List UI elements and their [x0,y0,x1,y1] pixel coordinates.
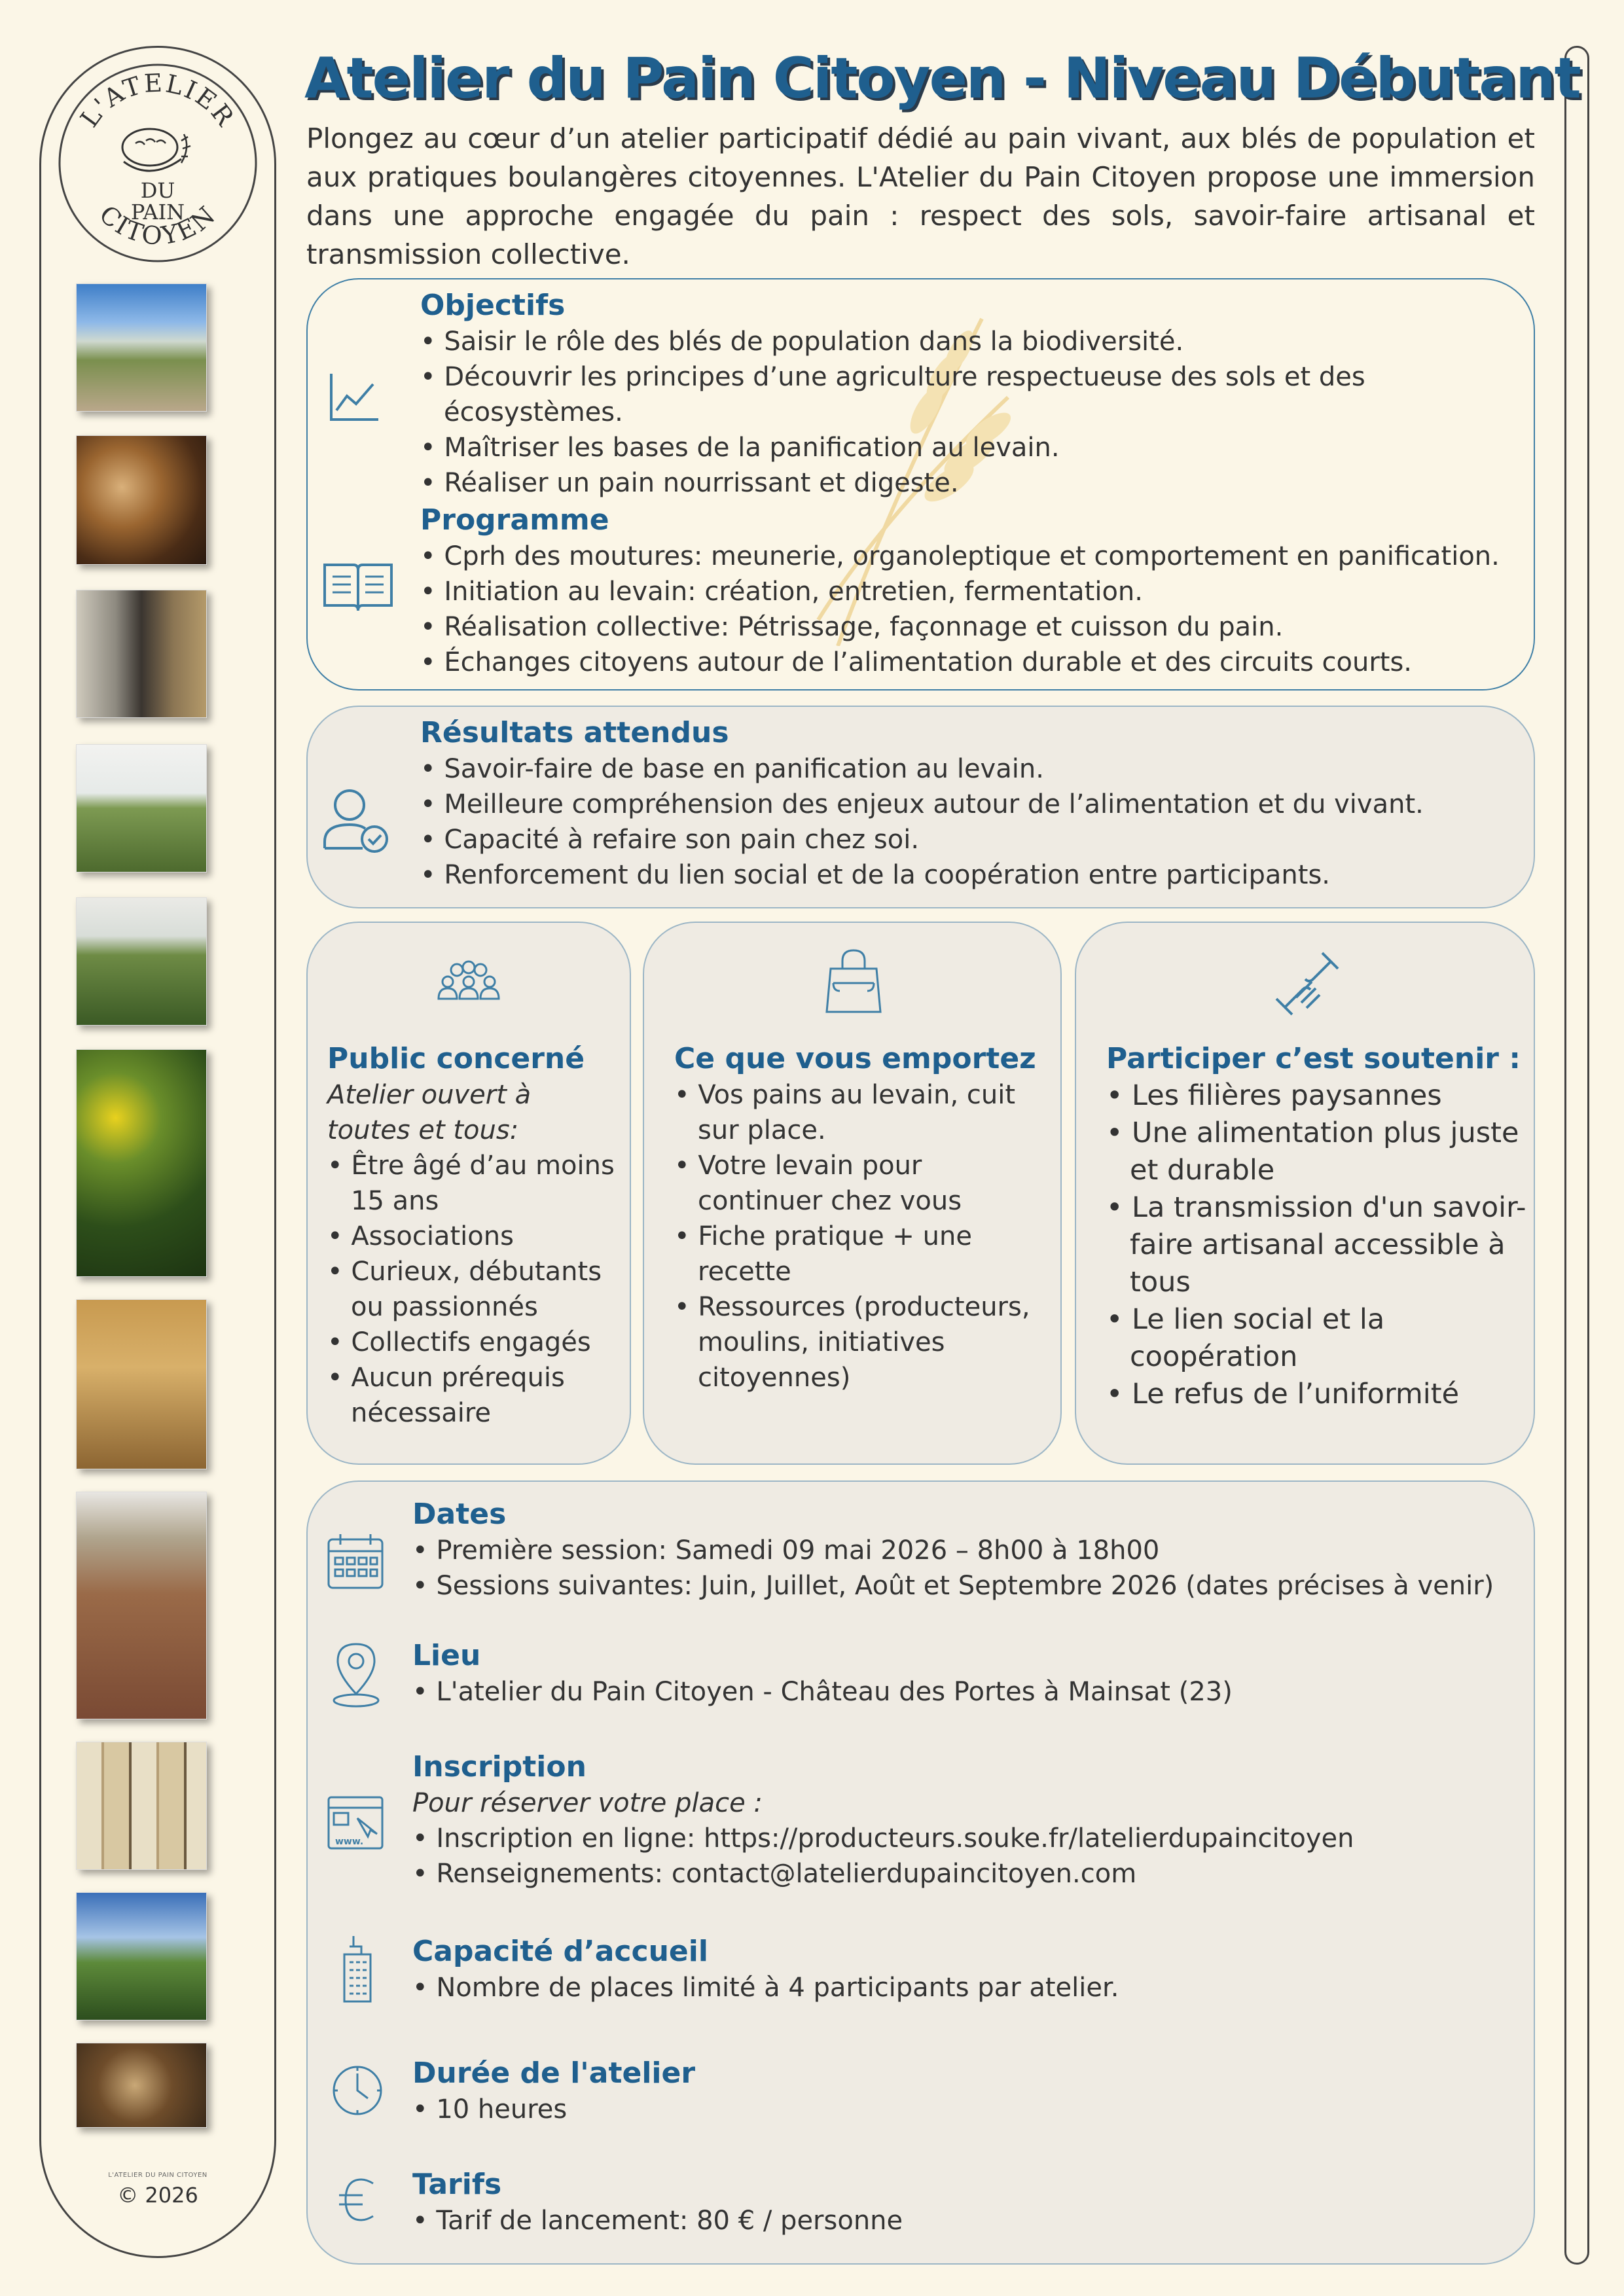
public-panel [306,922,631,1465]
dates-section [412,1496,1525,1604]
programme-section [420,502,1526,680]
tarifs-title: Tarifs [412,2168,502,2201]
photo-champ-2 [76,897,207,1026]
public-section [327,1041,622,1431]
list-item: • Aucun prérequis nécessaire [327,1360,622,1431]
lieu-title: Lieu [412,1639,481,1672]
public-list [327,1148,622,1431]
group-icon [437,960,500,1001]
list-item: • Une alimentation plus juste et durable [1106,1115,1532,1189]
photo-semis [76,1492,207,1719]
logo-top-text: L'ATELIER [75,68,241,133]
list-item: • Cprh des moutures: meunerie, organoleptique et comportement en panification. [420,539,1526,574]
list-item: • Maîtriser les bases de la panification au levain. [420,430,1526,465]
objectifs-title: Objectifs [420,289,566,322]
list-item: • Réalisation collective: Pétrissage, façonnage et cuisson du pain. [420,609,1526,645]
user-check-icon [322,785,390,853]
book-icon [322,560,394,613]
duree-section [412,2055,1525,2127]
list-item: • Capacité à refaire son pain chez soi. [420,822,1526,857]
logo [44,50,272,278]
intro-text: Plongez au cœur d’un atelier participatif dédié au pain vivant, aux blés de population et aux pratiques boulangères citoyennes. L'Atelier du Pain Citoyen propose une immersion dans une approche engagée du pain : respect des sols, savoir-faire artisanal et transmission collective. [306,122,1535,270]
list-item: • Renforcement du lien social et de la coopération entre participants. [420,857,1526,893]
photo-pains [76,435,207,565]
dates-title: Dates [412,1498,507,1531]
list-item: • Première session: Samedi 09 mai 2026 – 8h00 à 18h00 [412,1533,1525,1568]
public-subtitle: Atelier ouvert à toutes et tous: [327,1080,532,1145]
inscription-title: Inscription [412,1750,586,1784]
photo-chateau [76,283,207,412]
list-item: • Le refus de l’uniformité [1106,1376,1532,1413]
inscription-list [412,1821,1525,1892]
list-item: • Collectifs engagés [327,1325,622,1360]
list-item: • Découvrir les principes d’une agriculture respectueuse des sols et des écosystèmes. [420,359,1526,430]
list-item: • Les filières paysannes [1106,1077,1532,1115]
logo-pain: PAIN [130,200,185,224]
resultats-list [420,751,1526,893]
page-title: Atelier du Pain Citoyen - Niveau Débutant [304,46,1580,111]
photo-epi [76,1049,207,1277]
soutenir-panel [1075,922,1535,1465]
list-item: • Initiation au levain: création, entretien, fermentation. [420,574,1526,609]
list-item: • Associations [327,1219,622,1254]
tarifs-section [412,2166,1525,2238]
list-item: • Tarif de lancement: 80 € / personne [412,2203,1525,2238]
resultats-title: Résultats attendus [420,716,729,749]
logo-bottom-text: CITOYEN [94,199,222,251]
capacite-section [412,1933,1525,2005]
objectifs-list [420,324,1526,501]
list-item: • Nombre de places limité à 4 participants par atelier. [412,1970,1525,2005]
dates-list [412,1533,1525,1604]
sidebar [39,46,276,2258]
chart-icon [327,370,381,423]
list-item: • Meilleure compréhension des enjeux autour de l’alimentation et du vivant. [420,787,1526,822]
list-item: • Votre levain pour continuer chez vous [674,1148,1054,1219]
list-item[interactable]: • Inscription en ligne: https://producteurs.souke.fr/latelierdupaincitoyen [412,1821,1525,1856]
objectifs-section [420,287,1526,501]
website-icon [326,1793,385,1852]
right-scrollbar[interactable] [1564,46,1589,2265]
handshake-icon [1272,949,1342,1018]
photo-bles [76,1299,207,1469]
list-item: • Curieux, débutants ou passionnés [327,1254,622,1325]
clock-icon [331,2064,384,2117]
emportez-title: Ce que vous emportez [674,1042,1036,1075]
soutenir-title: Participer c’est soutenir : [1106,1042,1521,1075]
bag-icon [824,946,883,1014]
photo-farines [76,1742,207,1870]
emportez-section [674,1041,1054,1395]
location-pin-icon [330,1640,382,1708]
capacite-title: Capacité d’accueil [412,1935,708,1968]
inscription-subtitle: Pour réserver votre place : [412,1788,763,1818]
capacite-list [412,1970,1525,2005]
svg-text:L'ATELIER [75,68,240,132]
svg-text:www.: www. [335,1837,364,1847]
photo-four [76,590,207,718]
list-item[interactable]: • Renseignements: contact@latelierdupaincitoyen.com [412,1856,1525,1892]
programme-list [420,539,1526,680]
list-item: • L'atelier du Pain Citoyen - Château des Portes à Mainsat (23) [412,1674,1525,1710]
tarifs-list [412,2203,1525,2238]
emportez-panel [643,922,1062,1465]
public-title: Public concerné [327,1042,585,1075]
objectifs-programme-panel [306,278,1535,691]
list-item: • Réaliser un pain nourrissant et digeste. [420,465,1526,501]
footer-small: L'ATELIER DU PAIN CITOYEN [108,2172,208,2179]
inscription-section [412,1749,1525,1892]
list-item: • Le lien social et la coopération [1106,1301,1532,1376]
photo-pain-crout [76,2043,207,2128]
infos-panel [306,1480,1535,2265]
logo-du: DU [140,178,175,203]
list-item: • Saisir le rôle des blés de population dans la biodiversité. [420,324,1526,359]
soutenir-list [1106,1077,1532,1413]
emportez-list [674,1077,1054,1395]
euro-icon [336,2177,378,2223]
list-item: • Échanges citoyens autour de l’alimentation durable et des circuits courts. [420,645,1526,680]
duree-title: Durée de l'atelier [412,2056,696,2090]
lieu-section [412,1638,1525,1710]
programme-title: Programme [420,503,609,537]
soutenir-section [1106,1041,1532,1413]
resultats-panel [306,706,1535,908]
lieu-list [412,1674,1525,1710]
list-item: • La transmission d'un savoir-faire artisanal accessible à tous [1106,1189,1532,1301]
photo-paysage [76,1892,207,2020]
list-item: • Fiche pratique + une recette [674,1219,1054,1289]
list-item: • Être âgé d’au moins 15 ans [327,1148,622,1219]
list-item: • Ressources (producteurs, moulins, initiatives citoyennes) [674,1289,1054,1395]
photo-champ-1 [76,744,207,872]
copyright: © 2026 [117,2183,198,2208]
resultats-section [420,715,1526,893]
duree-list [412,2092,1525,2127]
list-item: • Vos pains au levain, cuit sur place. [674,1077,1054,1148]
list-item: • 10 heures [412,2092,1525,2127]
calendar-icon [326,1532,385,1590]
list-item: • Savoir-faire de base en panification au levain. [420,751,1526,787]
list-item: • Sessions suivantes: Juin, Juillet, Août et Septembre 2026 (dates précises à venir) [412,1568,1525,1604]
building-icon [336,1933,378,2004]
